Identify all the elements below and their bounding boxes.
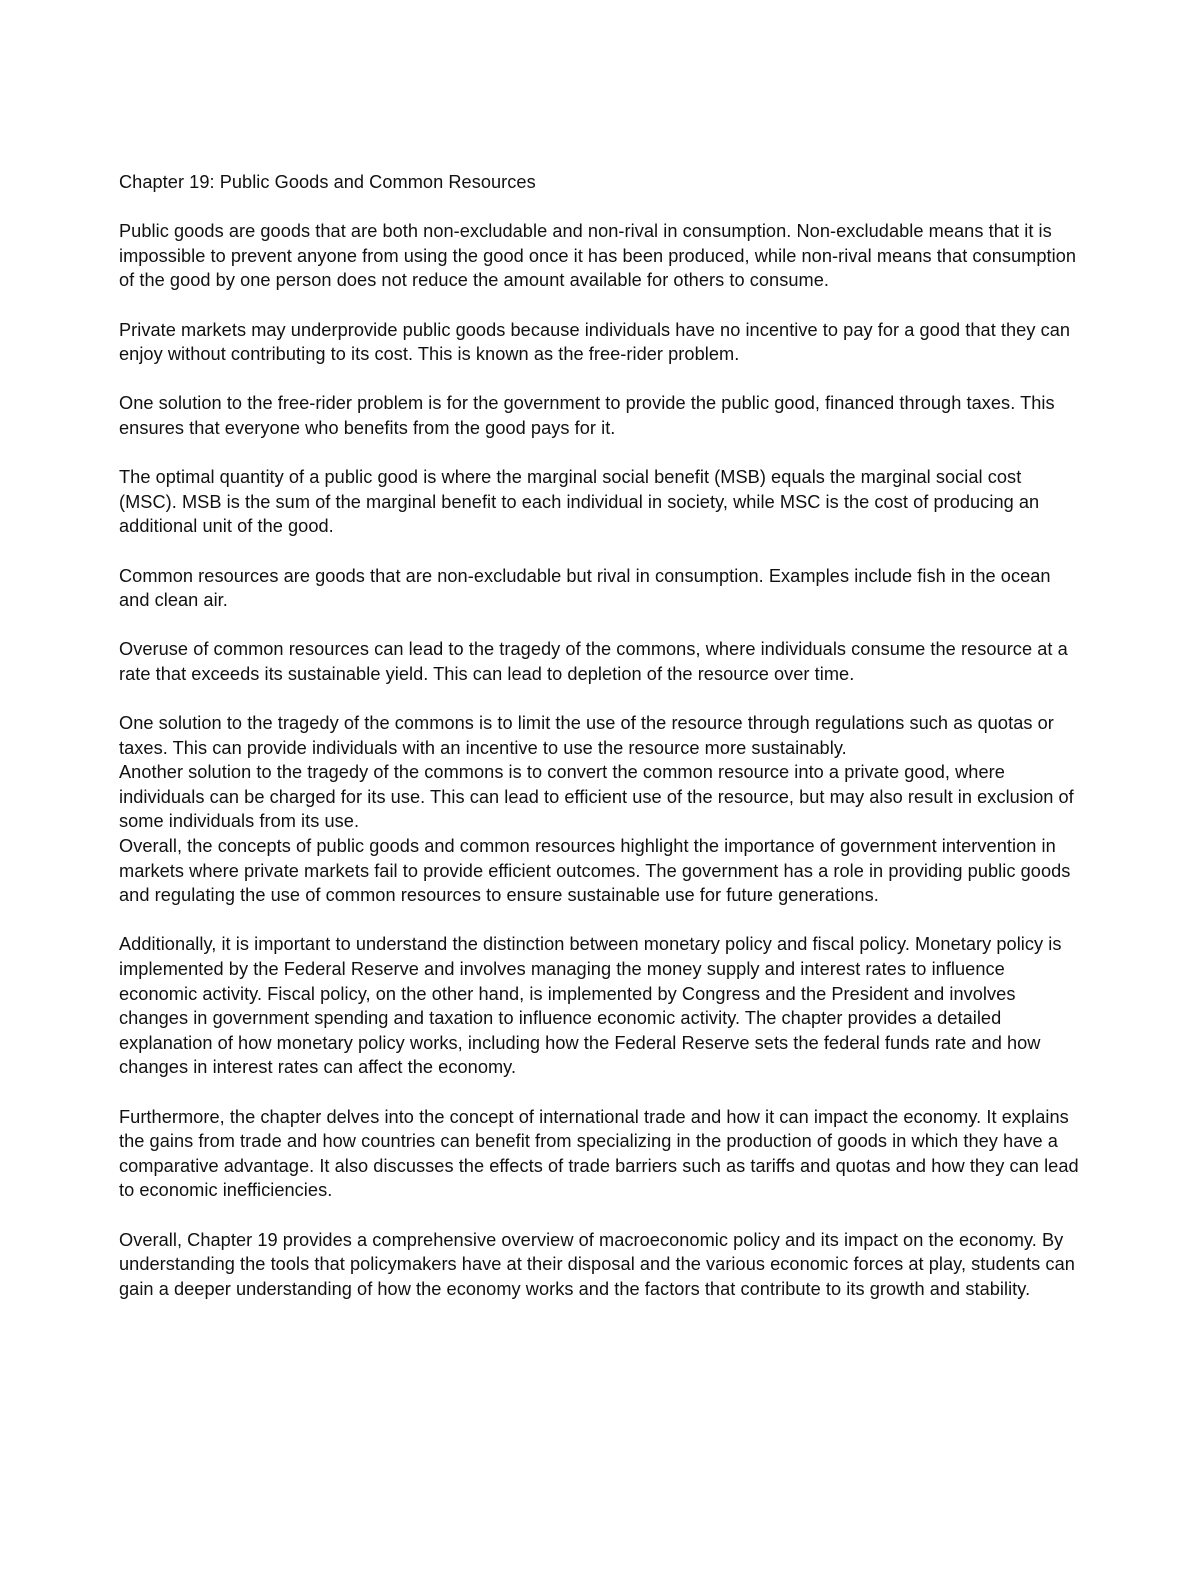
paragraph: Furthermore, the chapter delves into the concept of international trade and how it can impact the economy. It explains the gains from trade and how countries can benefit from specializing in the production of goods in which they have a comparative advantage. It also discusses the effects of trade barriers such as tariffs and quotas and how they can lead to economic inefficiencies. — [119, 1106, 1079, 1201]
paragraph: Overall, Chapter 19 provides a comprehensive overview of macroeconomic policy and its impact on the economy. By understanding the tools that policymakers have at their disposal and the various economic forces at play, students can gain a deeper understanding of how the economy works and the factors that contribute to its growth and stability. — [119, 1229, 1075, 1299]
paragraph: Overall, the concepts of public goods and common resources highlight the importance of government intervention in markets where private markets fail to provide efficient outcomes. The government has a role in providing public goods and regulating the use of common resources to ensure sustainable use for future generations. — [119, 836, 1071, 906]
paragraph: One solution to the free-rider problem is for the government to provide the public good, financed through taxes. This ensures that everyone who benefits from the good pays for it. — [119, 393, 1055, 438]
paragraph: Private markets may underprovide public goods because individuals have no incentive to pay for a good that they can enjoy without contributing to its cost. This is known as the free-rider problem. — [119, 319, 1071, 365]
paragraph: Public goods are goods that are both non-excludable and non-rival in consumption. Non-excludable means that it is impossible to prevent anyone from using the good once it has been produced, while non-rival means that consumption of the good by one person does not reduce the amount available for others to consume. — [119, 221, 1077, 291]
paragraph: Overuse of common resources can lead to the tragedy of the commons, where individuals consume the resource at a rate that exceeds its sustainable yield. This can lead to depletion of the resource over time. — [119, 639, 1068, 684]
paragraph: Another solution to the tragedy of the commons is to convert the common resource into a private good, where individuals can be charged for its use. This can lead to efficient use of the resource, but may also result in exclusion of some individuals from its use. — [119, 762, 1074, 832]
paragraph: The optimal quantity of a public good is where the marginal social benefit (MSB) equals the marginal social cost (MSC). MSB is the sum of the marginal benefit to each individual in society, while MSC is the cost of producing an additional unit of the good. — [119, 467, 1040, 537]
paragraph: One solution to the tragedy of the commons is to limit the use of the resource through regulations such as quotas or taxes. This can provide individuals with an incentive to use the resource more sustainably. — [119, 713, 1054, 758]
paragraph: Common resources are goods that are non-excludable but rival in consumption. Examples include fish in the ocean and clean air. — [119, 565, 1051, 611]
document-title: Chapter 19: Public Goods and Common Resources — [119, 172, 536, 192]
document-body — [119, 170, 1081, 1301]
paragraph: Additionally, it is important to understand the distinction between monetary policy and fiscal policy. Monetary policy is implemented by the Federal Reserve and involves managing the money supply and interest rates to influence economic activity. Fiscal policy, on the other hand, is implemented by Congress and the President and involves changes in government spending and taxation to influence economic activity. The chapter provides a detailed explanation of how monetary policy works, including how the Federal Reserve sets the federal funds rate and how changes in interest rates can affect the economy. — [119, 934, 1062, 1078]
